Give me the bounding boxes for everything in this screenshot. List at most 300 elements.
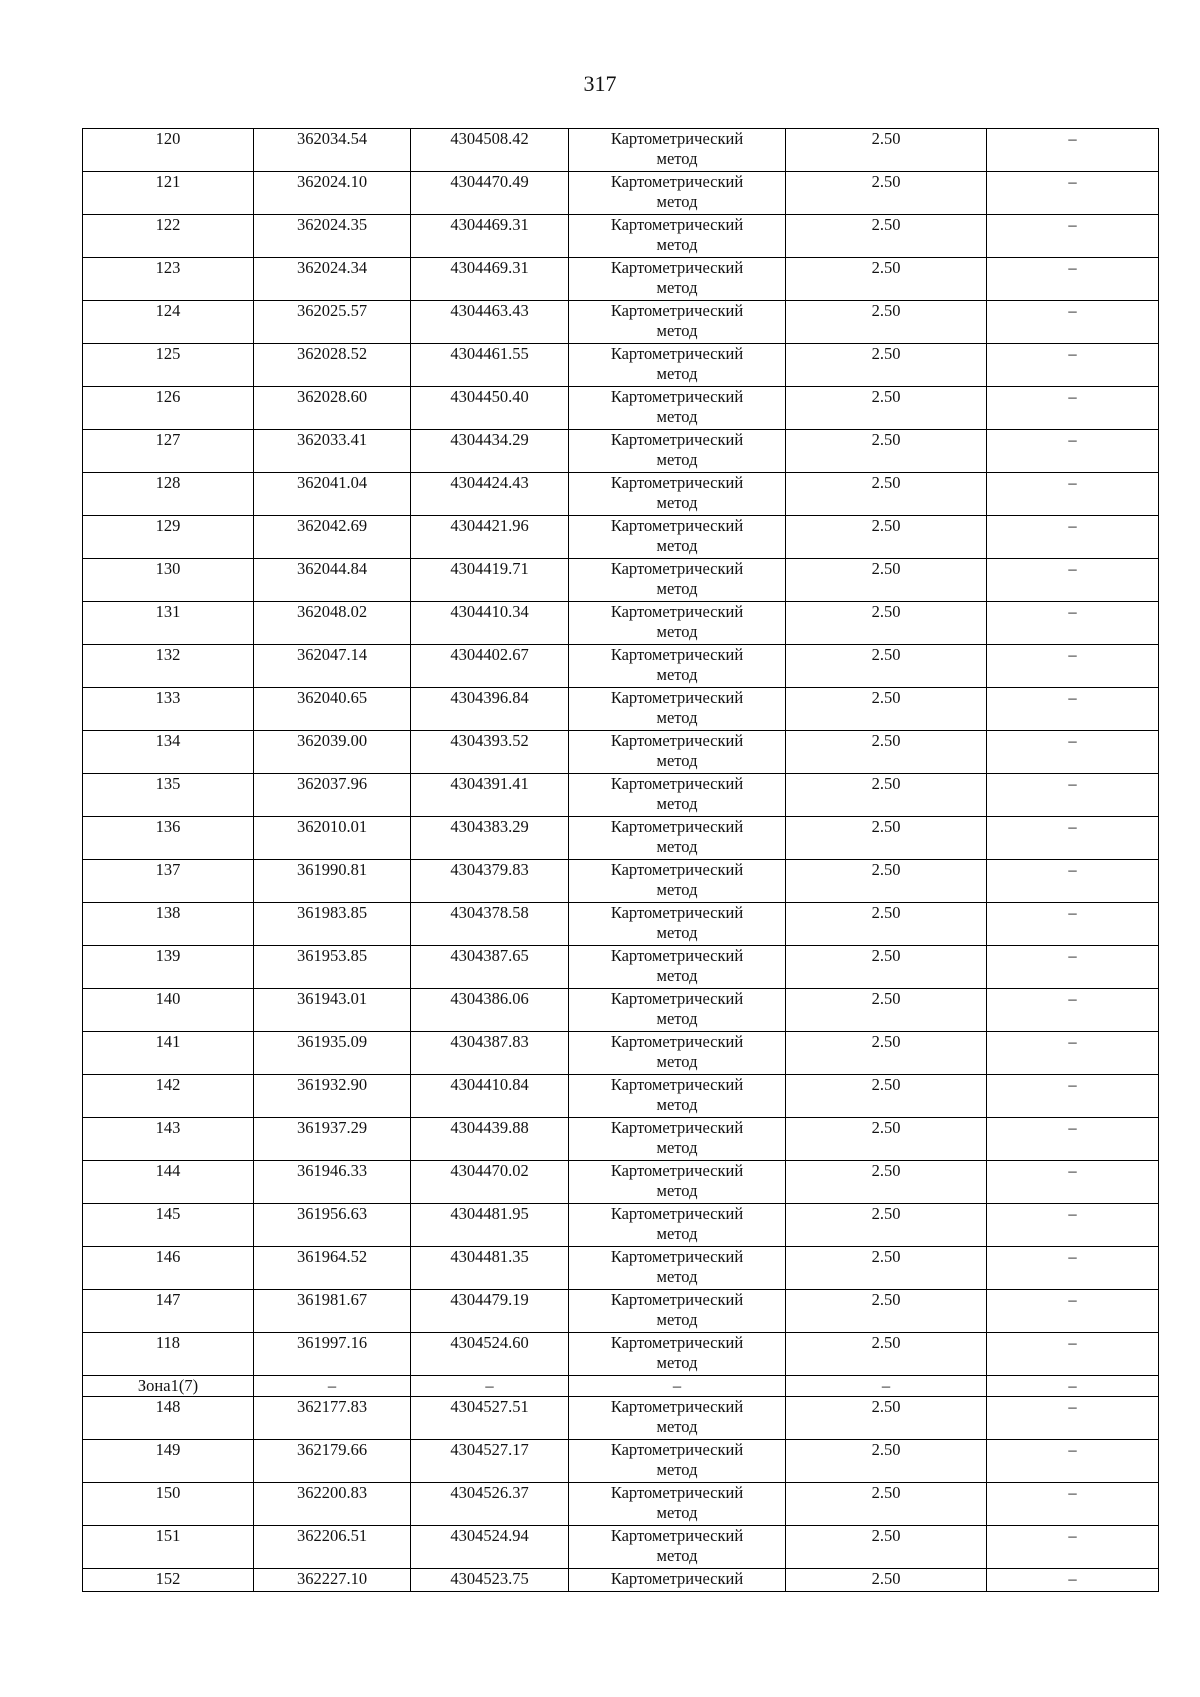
- method-line-1: Картометрический: [610, 1290, 744, 1309]
- method-cell: [569, 129, 786, 172]
- x-coordinate-cell: 362037.96: [254, 774, 411, 817]
- x-coordinate-cell: 362179.66: [254, 1440, 411, 1483]
- accuracy-cell: 2.50: [786, 258, 987, 301]
- accuracy-cell: 2.50: [786, 774, 987, 817]
- y-coordinate-cell: 4304479.19: [411, 1290, 569, 1333]
- note-cell: –: [987, 1526, 1159, 1569]
- method-cell: [569, 430, 786, 473]
- method-cell: [569, 1526, 786, 1569]
- x-coordinate-cell: 362028.60: [254, 387, 411, 430]
- table-row: [83, 645, 1159, 688]
- method-line-1: Картометрический: [610, 172, 744, 191]
- x-coordinate-cell: 362047.14: [254, 645, 411, 688]
- method-cell: [569, 1397, 786, 1440]
- x-coordinate-cell: 362024.10: [254, 172, 411, 215]
- method-line-1: Картометрический: [610, 301, 744, 320]
- point-id-cell: 136: [83, 817, 254, 860]
- accuracy-cell: 2.50: [786, 301, 987, 344]
- method-cell: [569, 344, 786, 387]
- point-id-cell: 138: [83, 903, 254, 946]
- accuracy-cell: 2.50: [786, 731, 987, 774]
- method-cell: [569, 688, 786, 731]
- x-coordinate-cell: 362041.04: [254, 473, 411, 516]
- accuracy-cell: 2.50: [786, 1247, 987, 1290]
- x-coordinate-cell: 361981.67: [254, 1290, 411, 1333]
- table-row: [83, 1032, 1159, 1075]
- x-coordinate-cell: 361983.85: [254, 903, 411, 946]
- method-line-2: метод: [656, 708, 698, 727]
- method-line-2: метод: [656, 1095, 698, 1114]
- point-id-cell: 121: [83, 172, 254, 215]
- accuracy-cell: –: [786, 1376, 987, 1397]
- method-line-2: метод: [656, 278, 698, 297]
- method-cell: [569, 1247, 786, 1290]
- table-row: [83, 387, 1159, 430]
- y-coordinate-cell: 4304463.43: [411, 301, 569, 344]
- method-line-1: Картометрический: [610, 1032, 744, 1051]
- accuracy-cell: 2.50: [786, 989, 987, 1032]
- method-cell: [569, 1032, 786, 1075]
- x-coordinate-cell: 362033.41: [254, 430, 411, 473]
- method-cell: [569, 860, 786, 903]
- y-coordinate-cell: 4304470.02: [411, 1161, 569, 1204]
- method-line-2: метод: [656, 923, 698, 942]
- method-line-1: Картометрический: [610, 903, 744, 922]
- method-line-2: метод: [656, 1267, 698, 1286]
- table-row: [83, 473, 1159, 516]
- method-line-2: метод: [656, 407, 698, 426]
- x-coordinate-cell: 362024.35: [254, 215, 411, 258]
- y-coordinate-cell: 4304387.83: [411, 1032, 569, 1075]
- accuracy-cell: 2.50: [786, 387, 987, 430]
- point-id-cell: 122: [83, 215, 254, 258]
- x-coordinate-cell: 362025.57: [254, 301, 411, 344]
- accuracy-cell: 2.50: [786, 1075, 987, 1118]
- note-cell: –: [987, 1247, 1159, 1290]
- accuracy-cell: 2.50: [786, 1204, 987, 1247]
- method-line-1: Картометрический: [610, 1569, 744, 1588]
- note-cell: –: [987, 774, 1159, 817]
- point-id-cell: 142: [83, 1075, 254, 1118]
- table-row: [83, 1569, 1159, 1592]
- y-coordinate-cell: 4304386.06: [411, 989, 569, 1032]
- x-coordinate-cell: 361943.01: [254, 989, 411, 1032]
- zone-label: Зона1(7): [83, 1376, 254, 1397]
- method-cell: [569, 1118, 786, 1161]
- method-line-2: метод: [656, 794, 698, 813]
- y-coordinate-cell: 4304419.71: [411, 559, 569, 602]
- method-line-1: Картометрический: [610, 688, 744, 707]
- note-cell: –: [987, 1118, 1159, 1161]
- method-line-1: Картометрический: [610, 430, 744, 449]
- accuracy-cell: 2.50: [786, 1440, 987, 1483]
- y-coordinate-cell: 4304469.31: [411, 215, 569, 258]
- method-line-1: Картометрический: [610, 1440, 744, 1459]
- y-coordinate-cell: 4304387.65: [411, 946, 569, 989]
- point-id-cell: 150: [83, 1483, 254, 1526]
- accuracy-cell: 2.50: [786, 1483, 987, 1526]
- y-coordinate-cell: 4304524.94: [411, 1526, 569, 1569]
- method-line-2: метод: [656, 1052, 698, 1071]
- point-id-cell: 118: [83, 1333, 254, 1376]
- accuracy-cell: 2.50: [786, 559, 987, 602]
- table-row: [83, 817, 1159, 860]
- table-row: [83, 1333, 1159, 1376]
- point-id-cell: 132: [83, 645, 254, 688]
- method-line-1: Картометрический: [610, 860, 744, 879]
- method-line-2: метод: [656, 837, 698, 856]
- note-cell: –: [987, 946, 1159, 989]
- x-coordinate-cell: 361956.63: [254, 1204, 411, 1247]
- point-id-cell: 126: [83, 387, 254, 430]
- x-coordinate-cell: 362044.84: [254, 559, 411, 602]
- method-line-2: метод: [656, 1181, 698, 1200]
- point-id-cell: 144: [83, 1161, 254, 1204]
- point-id-cell: 123: [83, 258, 254, 301]
- accuracy-cell: 2.50: [786, 1569, 987, 1592]
- method-line-2: метод: [656, 579, 698, 598]
- note-cell: –: [987, 301, 1159, 344]
- x-coordinate-cell: 361964.52: [254, 1247, 411, 1290]
- method-cell: [569, 1483, 786, 1526]
- method-cell: [569, 989, 786, 1032]
- x-coordinate-cell: 362039.00: [254, 731, 411, 774]
- x-coordinate-cell: 362024.34: [254, 258, 411, 301]
- method-line-2: метод: [656, 880, 698, 899]
- y-coordinate-cell: 4304450.40: [411, 387, 569, 430]
- accuracy-cell: 2.50: [786, 688, 987, 731]
- table-row: [83, 1483, 1159, 1526]
- table-row: [83, 258, 1159, 301]
- note-cell: –: [987, 1569, 1159, 1592]
- method-line-2: метод: [656, 493, 698, 512]
- y-coordinate-cell: 4304393.52: [411, 731, 569, 774]
- y-coordinate-cell: 4304396.84: [411, 688, 569, 731]
- note-cell: –: [987, 559, 1159, 602]
- method-line-1: Картометрический: [610, 258, 744, 277]
- method-cell: [569, 946, 786, 989]
- x-coordinate-cell: 362034.54: [254, 129, 411, 172]
- method-line-2: метод: [656, 450, 698, 469]
- accuracy-cell: 2.50: [786, 817, 987, 860]
- method-line-2: метод: [656, 751, 698, 770]
- y-coordinate-cell: 4304524.60: [411, 1333, 569, 1376]
- method-cell: [569, 1161, 786, 1204]
- point-id-cell: 130: [83, 559, 254, 602]
- method-cell: [569, 516, 786, 559]
- note-cell: –: [987, 1333, 1159, 1376]
- page-number: 317: [583, 71, 617, 96]
- accuracy-cell: 2.50: [786, 903, 987, 946]
- method-line-2: метод: [656, 364, 698, 383]
- y-coordinate-cell: 4304383.29: [411, 817, 569, 860]
- accuracy-cell: 2.50: [786, 645, 987, 688]
- table-body: [83, 129, 1159, 1592]
- table-row: [83, 731, 1159, 774]
- method-line-1: Картометрический: [610, 1397, 744, 1416]
- method-line-2: метод: [656, 1546, 698, 1565]
- y-coordinate-cell: 4304526.37: [411, 1483, 569, 1526]
- method-cell: [569, 1376, 786, 1397]
- note-cell: –: [987, 172, 1159, 215]
- method-line-1: Картометрический: [610, 1118, 744, 1137]
- point-id-cell: 120: [83, 129, 254, 172]
- method-line-1: Картометрический: [610, 645, 744, 664]
- method-line-2: метод: [656, 622, 698, 641]
- method-cell: [569, 473, 786, 516]
- point-id-cell: 140: [83, 989, 254, 1032]
- method-line-2: метод: [656, 321, 698, 340]
- table-row: [83, 1161, 1159, 1204]
- method-line-2: метод: [656, 1009, 698, 1028]
- method-cell: [569, 258, 786, 301]
- note-cell: –: [987, 258, 1159, 301]
- accuracy-cell: 2.50: [786, 1526, 987, 1569]
- method-line-2: метод: [656, 149, 698, 168]
- table-row: [83, 989, 1159, 1032]
- x-coordinate-cell: 362028.52: [254, 344, 411, 387]
- method-cell: [569, 215, 786, 258]
- note-cell: –: [987, 1376, 1159, 1397]
- method-cell: [569, 903, 786, 946]
- x-coordinate-cell: 361990.81: [254, 860, 411, 903]
- point-id-cell: 129: [83, 516, 254, 559]
- point-id-cell: 146: [83, 1247, 254, 1290]
- y-coordinate-cell: 4304434.29: [411, 430, 569, 473]
- point-id-cell: 151: [83, 1526, 254, 1569]
- table-row: [83, 1397, 1159, 1440]
- x-coordinate-cell: 362010.01: [254, 817, 411, 860]
- note-cell: –: [987, 1397, 1159, 1440]
- table-row: [83, 903, 1159, 946]
- y-coordinate-cell: 4304527.17: [411, 1440, 569, 1483]
- zone-header-row: [83, 1376, 1159, 1397]
- y-coordinate-cell: –: [411, 1376, 569, 1397]
- note-cell: –: [987, 645, 1159, 688]
- y-coordinate-cell: 4304527.51: [411, 1397, 569, 1440]
- accuracy-cell: 2.50: [786, 473, 987, 516]
- point-id-cell: 128: [83, 473, 254, 516]
- method-line-2: метод: [656, 1417, 698, 1436]
- method-cell: [569, 817, 786, 860]
- note-cell: –: [987, 129, 1159, 172]
- method-cell: [569, 774, 786, 817]
- note-cell: –: [987, 344, 1159, 387]
- note-cell: –: [987, 903, 1159, 946]
- method-line-1: Картометрический: [610, 946, 744, 965]
- method-cell: [569, 559, 786, 602]
- note-cell: –: [987, 1290, 1159, 1333]
- method-cell: [569, 1290, 786, 1333]
- note-cell: –: [987, 387, 1159, 430]
- accuracy-cell: 2.50: [786, 1118, 987, 1161]
- note-cell: –: [987, 215, 1159, 258]
- y-coordinate-cell: 4304424.43: [411, 473, 569, 516]
- method-cell: [569, 387, 786, 430]
- table-row: [83, 430, 1159, 473]
- x-coordinate-cell: 361932.90: [254, 1075, 411, 1118]
- accuracy-cell: 2.50: [786, 946, 987, 989]
- note-cell: –: [987, 989, 1159, 1032]
- accuracy-cell: 2.50: [786, 1032, 987, 1075]
- table-row: [83, 1118, 1159, 1161]
- y-coordinate-cell: 4304461.55: [411, 344, 569, 387]
- y-coordinate-cell: 4304379.83: [411, 860, 569, 903]
- table-row: [83, 129, 1159, 172]
- note-cell: –: [987, 1204, 1159, 1247]
- table-row: [83, 1204, 1159, 1247]
- y-coordinate-cell: 4304481.95: [411, 1204, 569, 1247]
- accuracy-cell: 2.50: [786, 1161, 987, 1204]
- accuracy-cell: 2.50: [786, 215, 987, 258]
- table-row: [83, 344, 1159, 387]
- x-coordinate-cell: 362040.65: [254, 688, 411, 731]
- y-coordinate-cell: 4304508.42: [411, 129, 569, 172]
- method-line-2: метод: [656, 1503, 698, 1522]
- point-id-cell: 127: [83, 430, 254, 473]
- method-line-2: метод: [656, 966, 698, 985]
- x-coordinate-cell: 361935.09: [254, 1032, 411, 1075]
- x-coordinate-cell: 361937.29: [254, 1118, 411, 1161]
- note-cell: –: [987, 1075, 1159, 1118]
- table-row: [83, 1440, 1159, 1483]
- note-cell: –: [987, 1161, 1159, 1204]
- y-coordinate-cell: 4304481.35: [411, 1247, 569, 1290]
- note-cell: –: [987, 430, 1159, 473]
- method-cell: [569, 1333, 786, 1376]
- table-row: [83, 602, 1159, 645]
- x-coordinate-cell: 361953.85: [254, 946, 411, 989]
- point-id-cell: 145: [83, 1204, 254, 1247]
- method-line-1: Картометрический: [610, 1204, 744, 1223]
- table-row: [83, 516, 1159, 559]
- accuracy-cell: 2.50: [786, 172, 987, 215]
- x-coordinate-cell: 362042.69: [254, 516, 411, 559]
- x-coordinate-cell: 361946.33: [254, 1161, 411, 1204]
- x-coordinate-cell: 361997.16: [254, 1333, 411, 1376]
- accuracy-cell: 2.50: [786, 1290, 987, 1333]
- coordinates-table: [82, 128, 1159, 1592]
- method-line-1: –: [672, 1376, 682, 1395]
- accuracy-cell: 2.50: [786, 344, 987, 387]
- y-coordinate-cell: 4304469.31: [411, 258, 569, 301]
- method-line-1: Картометрический: [610, 1333, 744, 1352]
- method-cell: [569, 1204, 786, 1247]
- table-row: [83, 215, 1159, 258]
- accuracy-cell: 2.50: [786, 516, 987, 559]
- method-line-1: Картометрический: [610, 215, 744, 234]
- y-coordinate-cell: 4304421.96: [411, 516, 569, 559]
- point-id-cell: 134: [83, 731, 254, 774]
- note-cell: –: [987, 473, 1159, 516]
- note-cell: –: [987, 688, 1159, 731]
- accuracy-cell: 2.50: [786, 860, 987, 903]
- point-id-cell: 148: [83, 1397, 254, 1440]
- x-coordinate-cell: 362206.51: [254, 1526, 411, 1569]
- method-line-2: метод: [656, 536, 698, 555]
- table-row: [83, 946, 1159, 989]
- method-line-1: Картометрический: [610, 387, 744, 406]
- method-line-1: Картометрический: [610, 774, 744, 793]
- note-cell: –: [987, 817, 1159, 860]
- method-cell: [569, 602, 786, 645]
- note-cell: –: [987, 602, 1159, 645]
- method-line-1: Картометрический: [610, 731, 744, 750]
- table-row: [83, 559, 1159, 602]
- method-cell: [569, 731, 786, 774]
- table-row: [83, 1526, 1159, 1569]
- method-line-1: Картометрический: [610, 1483, 744, 1502]
- note-cell: –: [987, 731, 1159, 774]
- note-cell: –: [987, 860, 1159, 903]
- method-line-1: Картометрический: [610, 1526, 744, 1545]
- note-cell: –: [987, 516, 1159, 559]
- x-coordinate-cell: 362227.10: [254, 1569, 411, 1592]
- accuracy-cell: 2.50: [786, 430, 987, 473]
- y-coordinate-cell: 4304391.41: [411, 774, 569, 817]
- method-line-1: Картометрический: [610, 1161, 744, 1180]
- point-id-cell: 135: [83, 774, 254, 817]
- accuracy-cell: 2.50: [786, 1333, 987, 1376]
- method-line-1: Картометрический: [610, 1075, 744, 1094]
- method-cell: [569, 1569, 786, 1592]
- x-coordinate-cell: 362177.83: [254, 1397, 411, 1440]
- method-cell: [569, 1075, 786, 1118]
- method-line-2: метод: [656, 1224, 698, 1243]
- method-line-1: Картометрический: [610, 1247, 744, 1266]
- y-coordinate-cell: 4304470.49: [411, 172, 569, 215]
- table-row: [83, 774, 1159, 817]
- x-coordinate-cell: –: [254, 1376, 411, 1397]
- table-row: [83, 860, 1159, 903]
- method-line-2: метод: [656, 235, 698, 254]
- table-row: [83, 172, 1159, 215]
- method-cell: [569, 301, 786, 344]
- y-coordinate-cell: 4304523.75: [411, 1569, 569, 1592]
- method-line-2: метод: [656, 1310, 698, 1329]
- method-line-1: Картометрический: [610, 129, 744, 148]
- method-line-2: метод: [656, 1138, 698, 1157]
- table-row: [83, 1247, 1159, 1290]
- method-line-1: Картометрический: [610, 989, 744, 1008]
- point-id-cell: 137: [83, 860, 254, 903]
- table-row: [83, 688, 1159, 731]
- point-id-cell: 141: [83, 1032, 254, 1075]
- table-row: [83, 1290, 1159, 1333]
- method-line-1: Картометрический: [610, 516, 744, 535]
- y-coordinate-cell: 4304410.34: [411, 602, 569, 645]
- point-id-cell: 147: [83, 1290, 254, 1333]
- method-line-2: метод: [656, 1353, 698, 1372]
- table-row: [83, 1075, 1159, 1118]
- method-line-2: метод: [656, 192, 698, 211]
- y-coordinate-cell: 4304410.84: [411, 1075, 569, 1118]
- method-cell: [569, 1440, 786, 1483]
- point-id-cell: 124: [83, 301, 254, 344]
- method-line-2: метод: [656, 665, 698, 684]
- y-coordinate-cell: 4304378.58: [411, 903, 569, 946]
- note-cell: –: [987, 1032, 1159, 1075]
- accuracy-cell: 2.50: [786, 602, 987, 645]
- method-line-1: Картометрический: [610, 473, 744, 492]
- y-coordinate-cell: 4304439.88: [411, 1118, 569, 1161]
- method-line-1: Картометрический: [610, 602, 744, 621]
- point-id-cell: 125: [83, 344, 254, 387]
- method-line-1: Картометрический: [610, 817, 744, 836]
- note-cell: –: [987, 1440, 1159, 1483]
- method-cell: [569, 172, 786, 215]
- point-id-cell: 149: [83, 1440, 254, 1483]
